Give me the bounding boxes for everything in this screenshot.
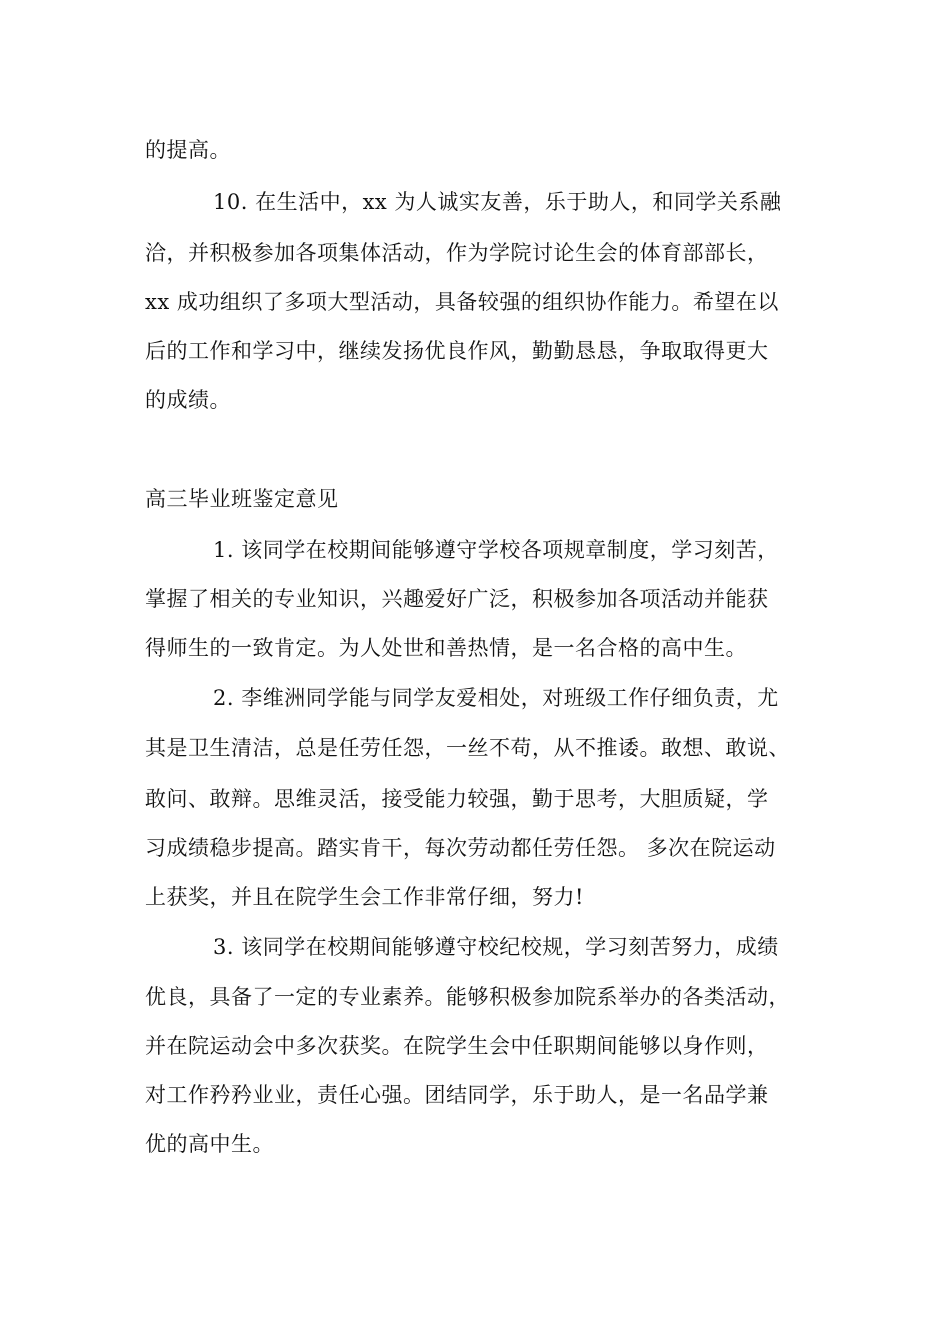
paragraph-line: 并在院运动会中多次获奖。在院学生会中任职期间能够以身作则， — [145, 1034, 769, 1058]
paragraph-line: 2. 李维洲同学能与同学友爱相处，对班级工作仔细负责，尤 — [213, 686, 779, 710]
paragraph-line: xx 成功组织了多项大型活动，具备较强的组织协作能力。希望在以 — [145, 290, 779, 314]
paragraph-line: 得师生的一致肯定。为人处世和善热情，是一名合格的高中生。 — [145, 636, 747, 660]
paragraph-line: 后的工作和学习中，继续发扬优良作风，勤勤恳恳，争取取得更大 — [145, 339, 769, 363]
paragraph-line: 上获奖，并且在院学生会工作非常仔细，努力! — [145, 885, 584, 909]
paragraph-line: 敢问、敢辩。思维灵活，接受能力较强，勤于思考，大胆质疑，学 — [145, 787, 769, 811]
paragraph-line: 优良，具备了一定的专业素养。能够积极参加院系举办的各类活动， — [145, 985, 790, 1009]
paragraph-line: 习成绩稳步提高。踏实肯干，每次劳动都任劳任怨。 多次在院运动 — [145, 836, 776, 860]
paragraph-line: 对工作矜矜业业，责任心强。团结同学，乐于助人，是一名品学兼 — [145, 1083, 769, 1107]
paragraph-line: 的提高。 — [145, 138, 231, 162]
section-title: 高三毕业班鉴定意见 — [145, 487, 339, 511]
paragraph-line: 优的高中生。 — [145, 1132, 274, 1156]
paragraph-line: 1. 该同学在校期间能够遵守学校各项规章制度，学习刻苦， — [213, 538, 779, 562]
paragraph-line: 其是卫生清洁，总是任劳任怨，一丝不苟，从不推诿。敢想、敢说、 — [145, 736, 790, 760]
paragraph-line: 的成绩。 — [145, 388, 231, 412]
paragraph-line: 掌握了相关的专业知识，兴趣爱好广泛，积极参加各项活动并能获 — [145, 587, 769, 611]
paragraph-line: 3. 该同学在校期间能够遵守校纪校规，学习刻苦努力，成绩 — [213, 935, 779, 959]
paragraph-line: 10. 在生活中，xx 为人诚实友善，乐于助人，和同学关系融 — [213, 190, 782, 214]
paragraph-line: 洽，并积极参加各项集体活动，作为学院讨论生会的体育部部长， — [145, 241, 769, 265]
